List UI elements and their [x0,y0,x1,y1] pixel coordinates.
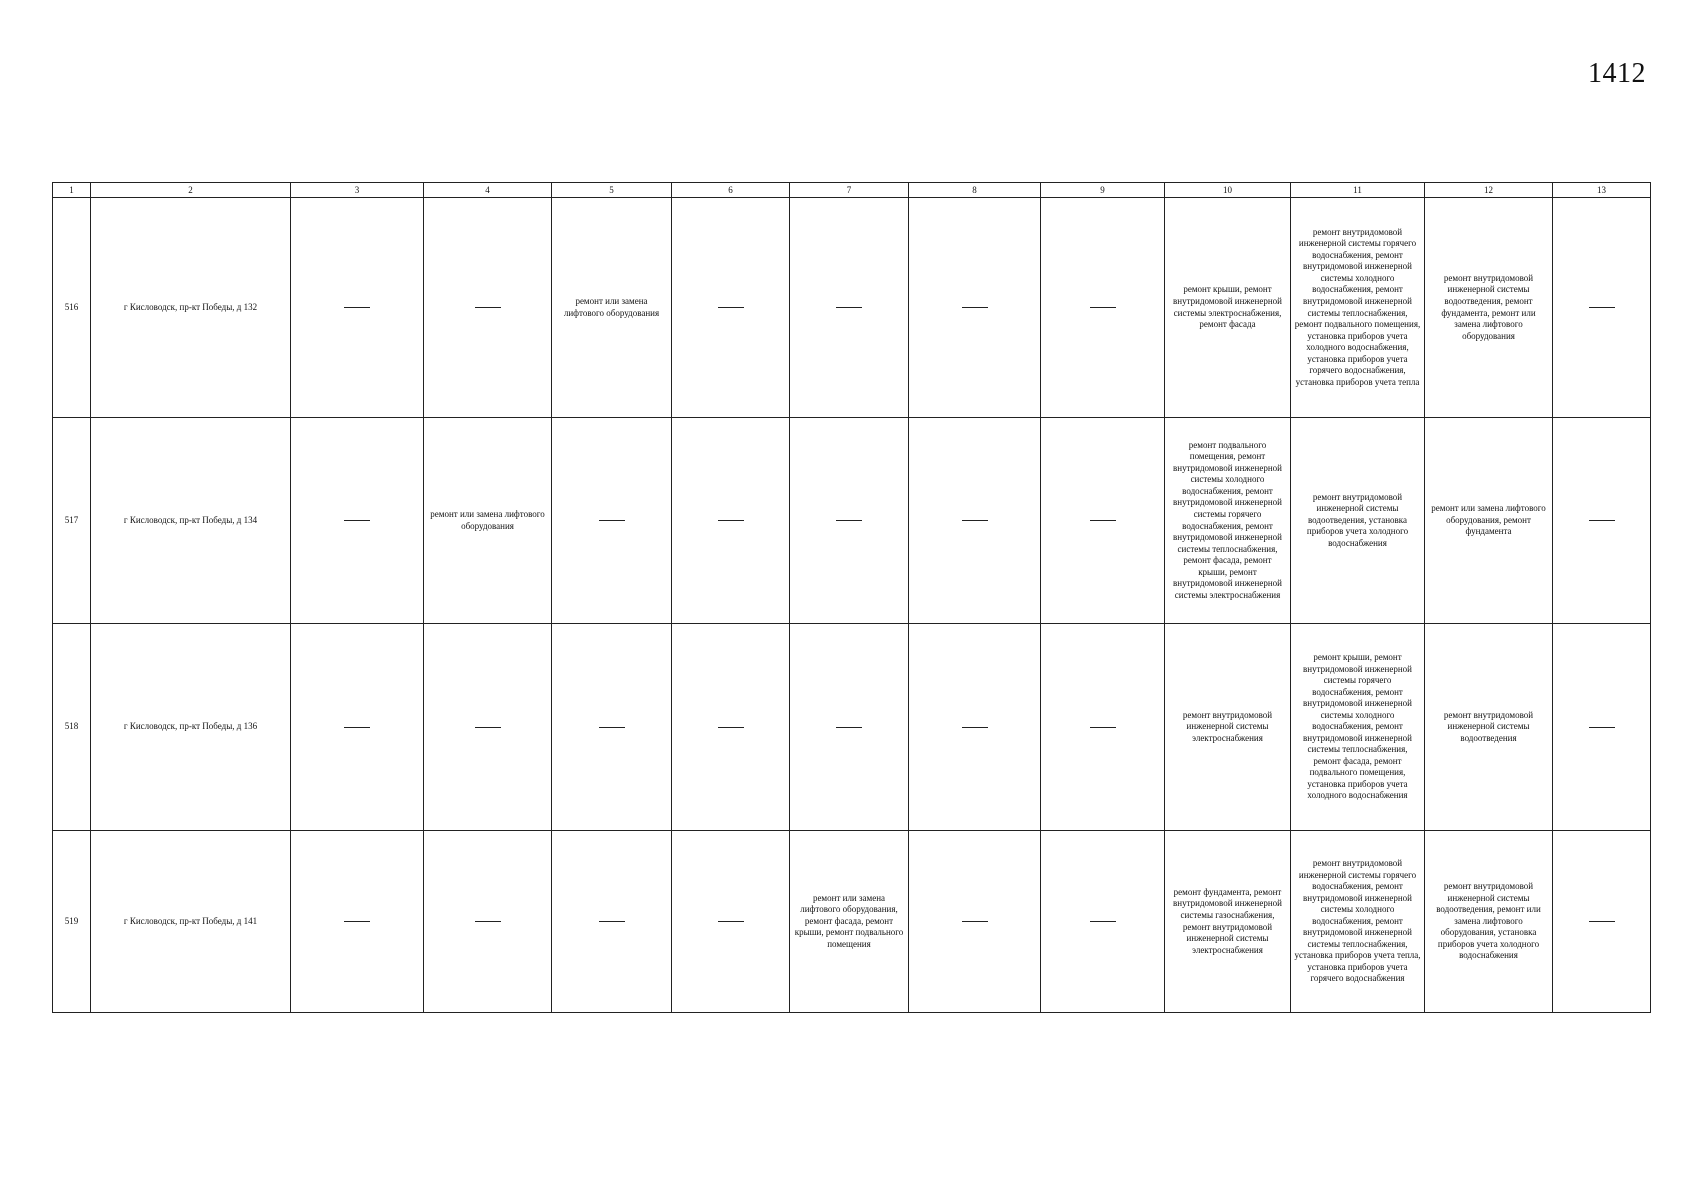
cell-col6 [672,831,790,1013]
empty-dash [1090,307,1116,308]
cell-col4: ремонт или замена лифтового оборудования [424,418,552,624]
empty-dash [344,520,370,521]
empty-dash [1090,921,1116,922]
cell-col9 [1041,624,1165,831]
column-header: 8 [909,183,1041,198]
empty-dash [1589,921,1615,922]
cell-col4 [424,198,552,418]
cell-col5 [552,831,672,1013]
empty-dash [599,727,625,728]
empty-dash [718,727,744,728]
cell-col11: ремонт внутридомовой инженерной системы горячего водоснабжения, ремонт внутридомовой инженерной системы холодного водоснабжения, ремонт внутридомовой инженерной системы теплоснабжения, установка приборов учета тепла, установка приборов учета горячего водоснабжения [1291,831,1425,1013]
cell-col6 [672,624,790,831]
empty-dash [718,307,744,308]
table-row [53,198,1651,418]
cell-col12: ремонт внутридомовой инженерной системы водоотведения, ремонт или замена лифтового оборудования, установка приборов учета холодного водоснабжения [1425,831,1553,1013]
cell-col9 [1041,198,1165,418]
cell-col8 [909,624,1041,831]
empty-dash [475,727,501,728]
empty-dash [1589,727,1615,728]
cell-col11: ремонт крыши, ремонт внутридомовой инженерной системы горячего водоснабжения, ремонт внутридомовой инженерной системы холодного водоснабжения, ремонт внутридомовой инженерной системы теплоснабжения, ремонт фасада, ремонт подвального помещения, установка приборов учета холодного водоснабжения [1291,624,1425,831]
column-header: 10 [1165,183,1291,198]
cell-col3 [291,198,424,418]
address-cell: г Кисловодск, пр-кт Победы, д 132 [91,198,291,418]
cell-col12: ремонт внутридомовой инженерной системы водоотведения, ремонт фундамента, ремонт или замена лифтового оборудования [1425,198,1553,418]
table-row [53,831,1651,1013]
cell-col9 [1041,418,1165,624]
empty-dash [836,307,862,308]
column-header: 7 [790,183,909,198]
cell-col11: ремонт внутридомовой инженерной системы водоотведения, установка приборов учета холодного водоснабжения [1291,418,1425,624]
cell-col7 [790,624,909,831]
cell-col10: ремонт фундамента, ремонт внутридомовой инженерной системы газоснабжения, ремонт внутридомовой инженерной системы электроснабжения [1165,831,1291,1013]
column-header: 4 [424,183,552,198]
empty-dash [599,921,625,922]
empty-dash [962,921,988,922]
empty-dash [344,307,370,308]
cell-col8 [909,418,1041,624]
cell-col9 [1041,831,1165,1013]
table-header-row [53,183,1651,198]
address-cell: г Кисловодск, пр-кт Победы, д 141 [91,831,291,1013]
address-cell: г Кисловодск, пр-кт Победы, д 136 [91,624,291,831]
cell-col11: ремонт внутридомовой инженерной системы горячего водоснабжения, ремонт внутридомовой инженерной системы холодного водоснабжения, ремонт внутридомовой инженерной системы теплоснабжения, ремонт подвального помещения, установка приборов учета холодного водоснабжения, установка приборов учета горячего водоснабжения, установка приборов учета тепла [1291,198,1425,418]
cell-col7 [790,198,909,418]
column-header: 6 [672,183,790,198]
cell-col7: ремонт или замена лифтового оборудования, ремонт фасада, ремонт крыши, ремонт подвального помещения [790,831,909,1013]
page-number: 1412 [1588,58,1646,89]
cell-col3 [291,831,424,1013]
column-header: 9 [1041,183,1165,198]
cell-col4 [424,831,552,1013]
cell-col4 [424,624,552,831]
cell-col5 [552,418,672,624]
address-cell: г Кисловодск, пр-кт Победы, д 134 [91,418,291,624]
column-header: 13 [1553,183,1651,198]
cell-col5 [552,624,672,831]
repair-schedule-table [52,182,1651,1013]
column-header: 3 [291,183,424,198]
cell-col7 [790,418,909,624]
cell-col10: ремонт крыши, ремонт внутридомовой инженерной системы электроснабжения, ремонт фасада [1165,198,1291,418]
cell-col3 [291,624,424,831]
empty-dash [962,307,988,308]
cell-col10: ремонт внутридомовой инженерной системы электроснабжения [1165,624,1291,831]
cell-col12: ремонт или замена лифтового оборудования, ремонт фундамента [1425,418,1553,624]
cell-col8 [909,831,1041,1013]
empty-dash [718,520,744,521]
empty-dash [836,727,862,728]
row-number: 517 [53,418,91,624]
empty-dash [718,921,744,922]
table-row [53,624,1651,831]
cell-col13 [1553,624,1651,831]
cell-col12: ремонт внутридомовой инженерной системы водоотведения [1425,624,1553,831]
cell-col10: ремонт подвального помещения, ремонт внутридомовой инженерной системы холодного водоснабжения, ремонт внутридомовой инженерной системы горячего водоснабжения, ремонт внутридомовой инженерной системы теплоснабжения, ремонт фасада, ремонт крыши, ремонт внутридомовой инженерной системы электроснабжения [1165,418,1291,624]
cell-col6 [672,198,790,418]
empty-dash [475,921,501,922]
empty-dash [962,520,988,521]
cell-col13 [1553,198,1651,418]
cell-col13 [1553,831,1651,1013]
column-header: 1 [53,183,91,198]
empty-dash [599,520,625,521]
cell-col6 [672,418,790,624]
empty-dash [836,520,862,521]
cell-col3 [291,418,424,624]
row-number: 518 [53,624,91,831]
row-number: 519 [53,831,91,1013]
cell-col8 [909,198,1041,418]
empty-dash [1090,520,1116,521]
empty-dash [962,727,988,728]
empty-dash [1589,520,1615,521]
table-row [53,418,1651,624]
cell-col13 [1553,418,1651,624]
column-header: 5 [552,183,672,198]
row-number: 516 [53,198,91,418]
empty-dash [344,921,370,922]
empty-dash [1589,307,1615,308]
empty-dash [475,307,501,308]
column-header: 2 [91,183,291,198]
cell-col5: ремонт или замена лифтового оборудования [552,198,672,418]
empty-dash [1090,727,1116,728]
column-header: 11 [1291,183,1425,198]
empty-dash [344,727,370,728]
column-header: 12 [1425,183,1553,198]
